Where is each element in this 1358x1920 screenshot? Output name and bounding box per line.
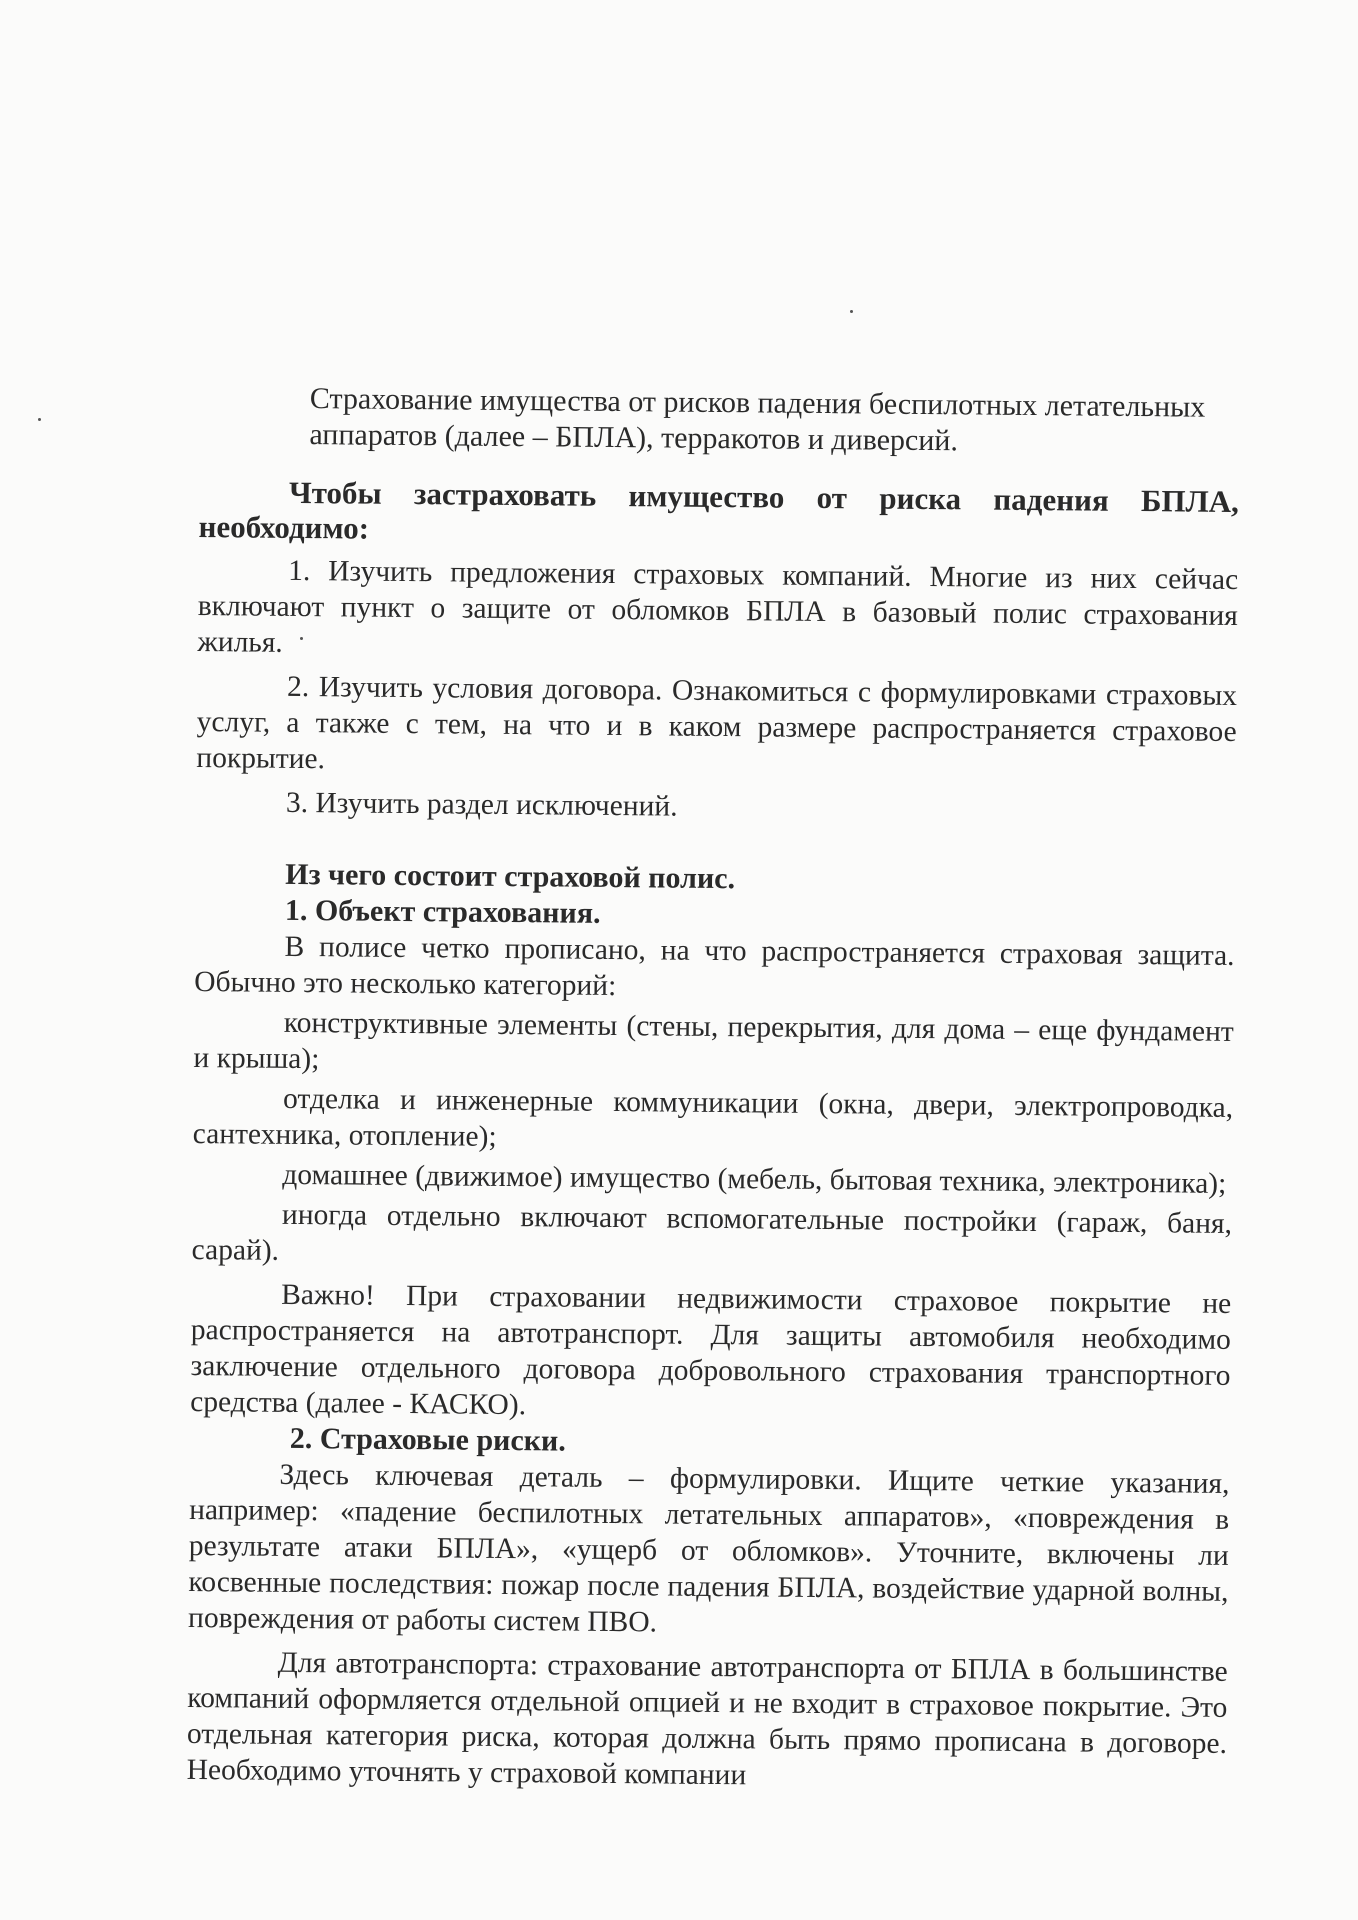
important-note: Важно! При страховании недвижимости страховое покрытие не распространяется на автотранспорт. Для защиты автомобиля необходимо заключение отдельного договора добровольного страхования транспортного средства (далее - КАСКО). bbox=[190, 1278, 1232, 1422]
category-item: конструктивные элементы (стены, перекрытия, для дома – еще фундамент и крыша); bbox=[193, 1006, 1234, 1076]
subsection-heading-risks: 2. Страховые риски. bbox=[289, 1421, 566, 1458]
step-1: 1. Изучить предложения страховых компаний. Многие из них сейчас включают пункт о защите от обломков БПЛА в базовый полис страхования жилья. bbox=[197, 554, 1239, 659]
step-2: 2. Изучить условия договора. Ознакомиться с формулировками страховых услуг, а также с тем, на что и в каком размере распространяется страховое покрытие. bbox=[196, 670, 1238, 776]
category-item: иногда отдельно включают вспомогательные постройки (гараж, баня, сарай). bbox=[191, 1198, 1233, 1267]
risks-paragraph: Здесь ключевая деталь – формулировки. Ищите четкие указания, например: «падение беспилотных летательных аппаратов», «повреждения в результате атаки БПЛА», «ущерб от обломков». Уточните, включены ли косвенные последствия: пожар после падения БПЛА, воздействие ударной волны, повреждения от работы систем ПВО. bbox=[187, 1458, 1230, 1639]
lead-line: Чтобы застраховать имущество от риска падения БПЛА, bbox=[288, 474, 1240, 519]
step-3: 3. Изучить раздел исключений. bbox=[285, 786, 678, 823]
category-item: домашнее (движимое) имущество (мебель, бытовая техника, электроника); bbox=[282, 1158, 1227, 1200]
category-item: отделка и инженерные коммуникации (окна, двери, электропроводка, сантехника, отопление); bbox=[192, 1082, 1234, 1153]
subsection-heading-object: 1. Объект страхования. bbox=[284, 893, 601, 930]
lead-line-end: необходимо: bbox=[198, 508, 370, 546]
subsection-intro: В полисе четко прописано, на что распространяется страховая защита. Обычно это несколько категорий: bbox=[194, 930, 1235, 1003]
document-title: Страхование имущества от рисков падения беспилотных летательных аппаратов (далее – БПЛА), терракотов и диверсий. bbox=[309, 382, 1206, 458]
scan-speck bbox=[38, 418, 41, 421]
scan-speck bbox=[850, 310, 853, 313]
document-body bbox=[186, 380, 1239, 1798]
auto-paragraph: Для автотранспорта: страхование автотранспорта от БПЛА в большинстве компаний оформляется отдельной опцией и не входит в страховое покрытие. Это отдельная категория риска, которая должна быть прямо прописана в договоре. Необходимо уточнять у страховой компании bbox=[186, 1646, 1228, 1792]
section-heading: Из чего состоит страховой полис. bbox=[285, 857, 736, 896]
